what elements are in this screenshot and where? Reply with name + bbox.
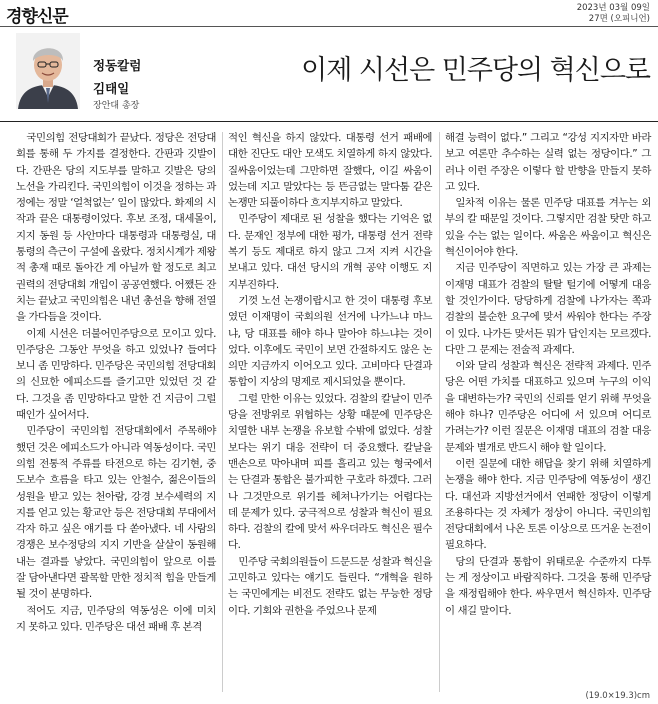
paragraph: 적어도 지금, 민주당의 역동성은 이에 미치지 못하고 있다. 민주당은 대선 패배 후 본격 [16,604,216,633]
paragraph: 국민의힘 전당대회가 끝났다. 정당은 전당대회를 통해 두 가지를 결정한다. 간판과 깃발이다. 간판은 당의 지도부를 말하고 깃발은 당의 노선을 가리킨다. 국민의힘이 이것을 정하는 과정에는 정말 ‘얼척없는’ 일이 많았다. 화제의 시작과 끝은 대통령이었다. 후보 조정, 대세몰이, 지지 동원 등 사안마다 대통령과 대통령실, 대통령의 측근이 구설에 올랐다. 정치시계가 제왕적 총재 때로 돌아간 게 아닐까 할 정도로 최고 권력의 전당대회 개입이 공공연했다. 어쨌든 잔치는 끝났고 국민의힘은 내년 총선을 향해 전열을 가다듬을 것이다. [16,132,216,324]
body-column-1 [16,130,216,635]
body-column-3 [445,130,651,619]
newspaper-masthead: 경향신문 [6,7,68,27]
column-divider [439,132,440,692]
paragraph: 적인 혁신을 하지 않았다. 대통령 선거 패배에 대한 진단도 대안 모색도 치열하게 하지 않았다. 질싸움이었는데 그만하면 잘했다, 이길 싸움이었는데 지고 말았다는 등 뜬금없는 말다툼 같은 논쟁만 되풀이하다 흐지부지하고 말았다. [228,132,432,210]
paragraph: 민주당 국회의원들이 드문드문 성찰과 혁신을 고민하고 있다는 얘기도 들린다. “개혁을 원하는 국민에게는 비전도 전략도 없는 무능한 정당이다. 기회와 권한을 주었으나 문제 [228,555,432,617]
paragraph: 당의 단결과 통합이 위태로운 수준까지 다투는 게 정상이고 바람직하다. 그것을 통해 민주당을 재정립해야 한다. 싸우면서 혁신하자. 민주당이 새길 말이다. [445,555,651,617]
author-portrait-drawing [16,33,80,109]
page-section: 27면 (오피니언) [588,14,650,24]
column-divider [222,132,223,692]
headline-divider [0,121,658,122]
author-name: 김태일 [93,81,130,96]
paragraph: 이와 달리 성찰과 혁신은 전략적 과제다. 민주당은 어떤 가치를 대표하고 있으며 누구의 이익을 대변하는가? 국민의 신뢰를 얻기 위해 무엇을 해야 하나? 민주당은 어디에 서 있으며 어디로 가려는가? 이런 질문은 이재명 대표의 검찰 대응 문제와 별개로 반드시 해야 할 일이다. [445,360,651,454]
paragraph: 이제 시선은 더불어민주당으로 모이고 있다. 민주당은 그동안 무엇을 하고 있었나? 들여다보니 좀 민망하다. 민주당은 국민의힘 전당대회의 신묘한 에피소드를 즐기고만 있었던 것 같다. 그것을 좀 민망하다고 말한 건 지금이 그럴 때인가 싶어서다. [16,327,216,422]
paragraph: 민주당이 제대로 된 성찰을 했다는 기억은 없다. 문재인 정부에 대한 평가, 대통령 선거 전략 복기 등도 제대로 하지 않고 그저 지켜 시간을 보내고 있다. 대선 당시의 개혁 공약 이행도 지지부진하다. [228,213,432,291]
paragraph: 기껏 노선 논쟁이랍시고 한 것이 대통령 후보였던 이재명이 국회의원 선거에 나가느냐 마느냐, 당 대표를 해야 하나 말아야 하느냐는 것이었다. 이후에도 국민이 보면 간절하지도 않은 논의만 지금까지 이어오고 있다. 고비마다 단결과 통합이 지상의 명제로 제시되었을 뿐이다. [228,294,432,389]
article-size-note: (19.0×19.3)cm [585,691,650,701]
author-title: 장안대 총장 [93,101,140,111]
paragraph: 그럴 만한 이유는 있었다. 검찰의 칼날이 민주당을 전방위로 위협하는 상황 때문에 민주당은 치열한 내부 논쟁을 유보할 수밖에 없었다. 성찰보다는 위기 대응 전략이 더 중요했다. 칼날을 맨손으로 막아내며 피를 흘리고 있는 형국에서는 단결과 통합은 불가피한 구호라 하겠다. 그러나 그것만으로 위기를 헤쳐나가기는 어렵다는 데 문제가 있다. 궁극적으로 성찰과 혁신이 필요하다. 검찰의 칼에 맞서 싸우더라도 혁신은 필수다. [228,392,432,552]
paragraph: 이런 질문에 대한 해답을 찾기 위해 치열하게 논쟁을 해야 한다. 지금 민주당에 역동성이 생긴다. 대선과 지방선거에서 연패한 정당이 이렇게 조용하다는 것 자체가 정상이 아니다. 국민의힘 전당대회에서 나온 토론 이상으로 뜨거운 논전이 필요하다. [445,457,652,552]
issue-date: 2023년 03월 09일 [576,3,650,13]
body-column-2 [228,130,432,619]
headline: 이제 시선은 민주당의 혁신으로 [301,55,650,86]
paragraph: 해결 능력이 없다.” 그리고 “강성 지지자만 바라보고 여론만 추수하는 실력 없는 정당이다.” 그러나 이런 주장은 이렇다 할 반향을 만들지 못하고 있다. [445,132,651,193]
author-portrait [16,33,80,109]
dateline [577,3,650,25]
paragraph: 일차적 이유는 물론 민주당 대표를 겨누는 외부의 칼 때문일 것이다. 그렇지만 검찰 탓만 하고 있을 수는 없는 일이다. 싸움은 싸움이고 혁신은 혁신이어야 한다. [445,197,651,259]
paragraph: 민주당이 국민의힘 전당대회에서 주목해야 했던 것은 에피소드가 아니라 역동성이다. 국민의힘 전통적 주류를 타전으로 하는 김기현, 중도보수 흐름을 타고 있는 안철수, 젊은이들의 성원을 받고 있는 천아람, 강경 보수세력의 지지를 얻고 있는 황교안 등은 전당대회 무대에서 각자 하고 싶은 얘기를 다 쏟아냈다. 네 사람의 경쟁은 보수정당의 지지 기반을 살살이 동원해내는 결과를 낳았다. 국민의힘이 앞으로 이를 잘 담아낸다면 괄목할 만한 정치적 힘을 만들게 될 것이 분명하다. [16,425,216,601]
top-divider [0,26,658,27]
column-name: 정동칼럼 [93,58,142,73]
paragraph: 지금 민주당이 직면하고 있는 가장 큰 과제는 이재명 대표가 검찰의 탈탈 털기에 어떻게 대응할 것인가이다. 당당하게 검찰에 나가자는 쪽과 검찰의 불순한 요구에 맞서 싸워야 한다는 주장이 있다. 나가든 맞서든 뭐가 답인지는 모르겠다. 다만 그 문제는 전술적 과제다. [445,262,651,356]
